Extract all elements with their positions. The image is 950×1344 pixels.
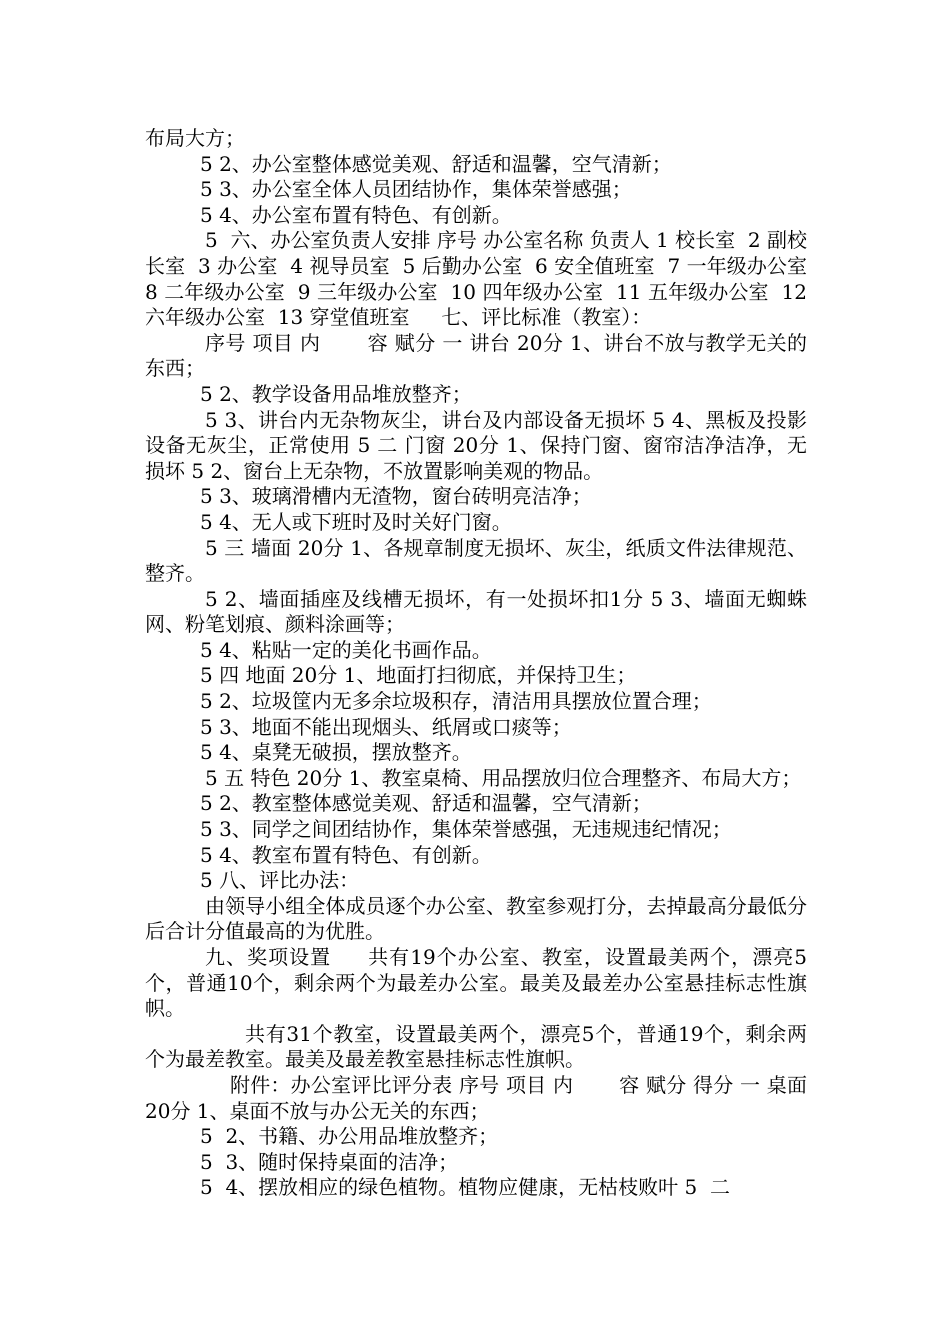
paragraph-11: 5 三 墙面 20分 1、各规章制度无损坏、灰尘，纸质文件法律规范、整齐。	[145, 535, 807, 586]
paragraph-18: 5 五 特色 20分 1、教室桌椅、用品摆放归位合理整齐、布局大方；	[205, 765, 802, 790]
paragraph-20: 5 3、同学之间团结协作，集体荣誉感强，无违规违纪情况；	[200, 817, 732, 842]
paragraph-19: 5 2、教室整体感觉美观、舒适和温馨，空气清新；	[200, 791, 652, 816]
paragraph-13: 5 4、粘贴一定的美化书画作品。	[200, 637, 492, 662]
paragraph-21: 5 4、教室布置有特色、有创新。	[200, 842, 492, 867]
paragraph-12: 5 2、墙面插座及线槽无损坏，有一处损坏扣1分 5 3、墙面无蜘蛛网、粉笔划痕、颜料涂画等；	[145, 586, 807, 637]
paragraph-23-evaluation-method: 由领导小组全体成员逐个办公室、教室参观打分，去掉最高分最低分后合计分值最高的为优胜。	[145, 893, 807, 944]
paragraph-29: 5 4、摆放相应的绿色植物。植物应健康，无枯枝败叶 5 二	[200, 1175, 730, 1200]
paragraph-26-attachment-table: 附件：办公室评比评分表 序号 项目 内 容 赋分 得分 一 桌面 20分 1、桌面不放与办公无关的东西；	[145, 1072, 814, 1123]
paragraph-3: 5 3、办公室全体人员团结协作，集体荣誉感强；	[200, 177, 632, 202]
paragraph-22: 5 八、评比办法：	[200, 868, 360, 893]
paragraph-15: 5 2、垃圾筐内无多余垃圾积存，清洁用具摆放位置合理；	[200, 689, 712, 714]
paragraph-5-office-heads: 5 六、办公室负责人安排 序号 办公室名称 负责人 1 校长室 2 副校长室 3 办公室 4 视导员室 5 后勤办公室 6 安全值班室 7 一年级办公室 8 二年级办公室 9 三年级办公室 10 四年级办公室 11 五年级办公室 12 六年级办公室 13 穿堂值班室 七、评比标准（教室）：	[145, 228, 820, 330]
paragraph-8: 5 3、讲台内无杂物灰尘，讲台及内部设备无损坏 5 4、黑板及投影设备无灰尘，正常使用 5 二 门窗 20分 1、保持门窗、窗帘洁净洁净，无损坏 5 2、窗台上无杂物，不放置影响美观的物品。	[145, 407, 807, 483]
paragraph-1: 布局大方；	[145, 126, 245, 150]
paragraph-24-award-offices: 九、奖项设置 共有19个办公室、教室，设置最美两个，漂亮5个，普通10个，剩余两个为最差办公室。最美及最差办公室悬挂标志性旗帜。	[145, 945, 807, 1021]
document-body	[145, 126, 820, 1201]
paragraph-4: 5 4、办公室布置有特色、有创新。	[200, 202, 512, 227]
paragraph-16: 5 3、地面不能出现烟头、纸屑或口痰等；	[200, 714, 572, 739]
paragraph-6-classroom-table-header: 序号 项目 内 容 赋分 一 讲台 20分 1、讲台不放与教学无关的东西；	[145, 330, 807, 381]
paragraph-2: 5 2、办公室整体感觉美观、舒适和温馨，空气清新；	[200, 151, 672, 176]
paragraph-14: 5 四 地面 20分 1、地面打扫彻底，并保持卫生；	[200, 663, 637, 688]
paragraph-7: 5 2、教学设备用品堆放整齐；	[200, 381, 472, 406]
paragraph-10: 5 4、无人或下班时及时关好门窗。	[200, 509, 512, 534]
paragraph-9: 5 3、玻璃滑槽内无渣物，窗台砖明亮洁净；	[200, 484, 592, 509]
paragraph-27: 5 2、书籍、办公用品堆放整齐；	[200, 1124, 499, 1149]
paragraph-28: 5 3、随时保持桌面的洁净；	[200, 1149, 459, 1174]
paragraph-17: 5 4、桌凳无破损，摆放整齐。	[200, 740, 472, 765]
paragraph-25-award-classrooms: 共有31个教室，设置最美两个，漂亮5个，普通19个，剩余两个为最差教室。最美及最差教室悬挂标志性旗帜。	[145, 1021, 807, 1072]
